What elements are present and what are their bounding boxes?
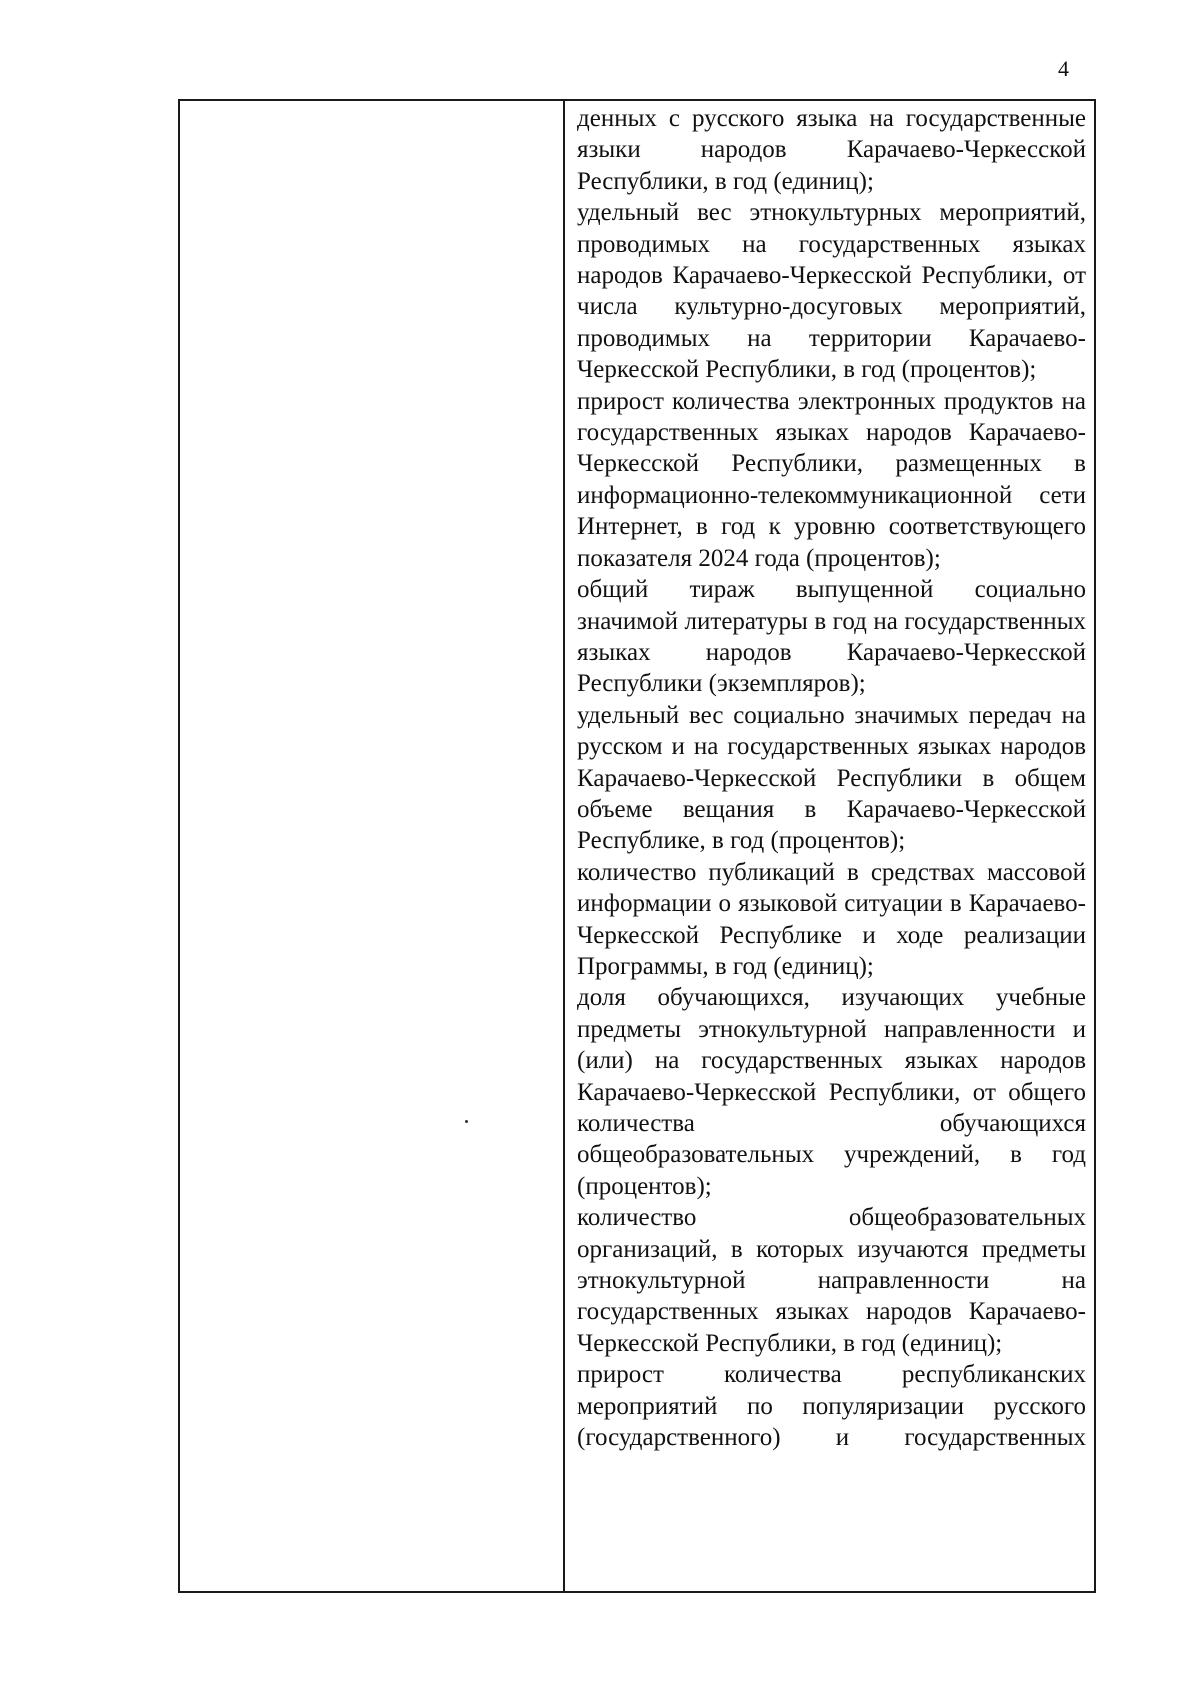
indicator-entry: общий тираж выпущенной социально значимой литературы в год на государственных языках народов Карачаево-Черкесской Республики (экземпляров); (577, 576, 1086, 698)
indicator-entry: прирост количества республиканских мероприятий по популяризации русского (государственного) и государственных (577, 1361, 1086, 1452)
indicator-entry: доля обучающихся, изучающих учебные предметы этнокультурной направленности и (или) на государственных языках народов Карачаево-Черкесской Республики, от общего количества обучающихся общеобразовательных учреждений, в год (процентов); (577, 984, 1086, 1200)
indicator-entry: удельный вес этнокультурных мероприятий, проводимых на государственных языках народов Карачаево-Черкесской Республики, от числа культурно-досуговых мероприятий, проводимых на территории Карачаево-Черкесской Республики, в год (процентов); (577, 199, 1086, 384)
page-number: 4 (1058, 56, 1069, 81)
indicator-table (178, 99, 1096, 1593)
scan-speck (465, 1120, 468, 1123)
table-left-cell (180, 101, 565, 1591)
table-right-cell (565, 101, 1094, 1591)
indicator-entry: количество публикаций в средствах массовой информации о языковой ситуации в Карачаево-Черкесской Республике и ходе реализации Программы, в год (единиц); (577, 858, 1086, 980)
indicator-entry: денных с русского языка на государственные языки народов Карачаево-Черкесской Республики, в год (единиц); (577, 105, 1086, 195)
indicator-entry: количество общеобразовательных организаций, в которых изучаются предметы этнокультурной направленности на государственных языках народов Карачаево-Черкесской Республики, в год (единиц); (577, 1204, 1086, 1357)
indicator-entry: прирост количества электронных продуктов на государственных языках народов Карачаево-Черкесской Республики, размещенных в информационно-телекоммуникационной сети Интернет, в год к уровню соответствующего показателя 2024 года (процентов); (577, 387, 1086, 572)
indicator-entry: удельный вес социально значимых передач на русском и на государственных языках народов Карачаево-Черкесской Республики в общем объеме вещания в Карачаево-Черкесской Республике, в год (процентов); (577, 701, 1086, 855)
